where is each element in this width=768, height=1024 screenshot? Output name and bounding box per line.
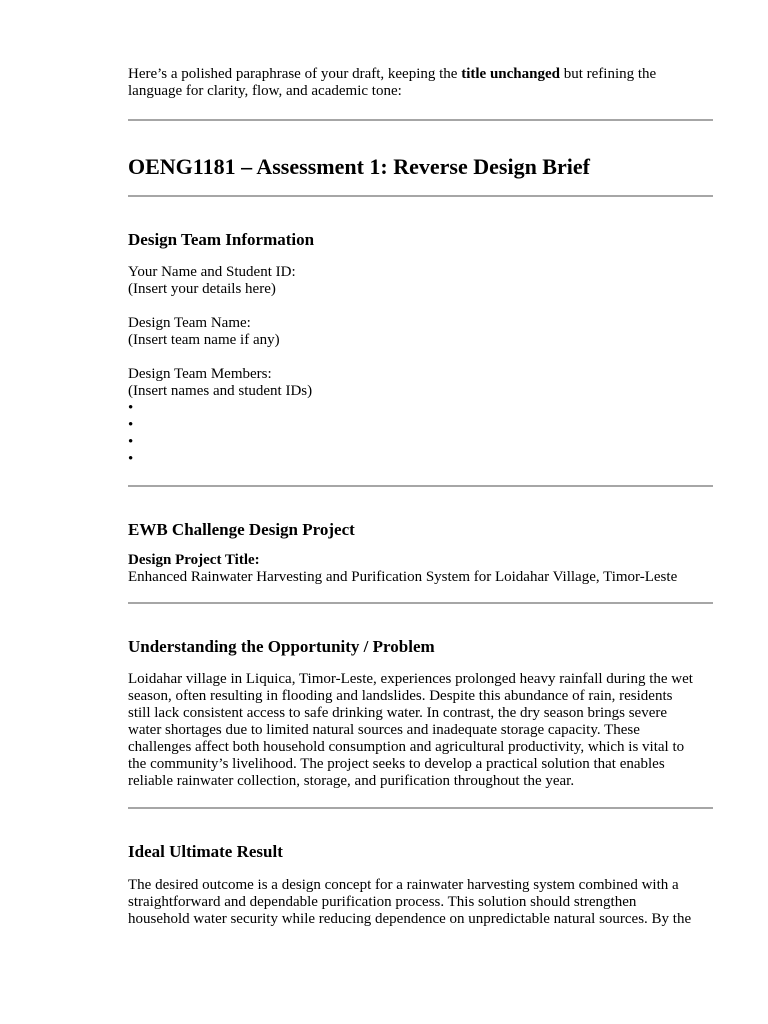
paragraph-line: season, often resulting in flooding and landslides. Despite this abundance of rain, residents: [128, 688, 673, 704]
project-title-label: Design Project Title:: [128, 552, 260, 568]
paragraph-line: straightforward and dependable purification process. This solution should strengthen: [128, 894, 637, 910]
paragraph-line: still lack consistent access to safe drinking water. In contrast, the dry season brings severe: [128, 705, 668, 721]
members-hint: (Insert names and student IDs): [128, 383, 313, 399]
divider: [128, 195, 713, 197]
paragraph-line: reliable rainwater collection, storage, and purification throughout the year.: [128, 773, 575, 789]
intro-text-after: but refining the language for clarity, flow, and academic tone:: [128, 66, 657, 99]
paragraph-line: The desired outcome is a design concept for a rainwater harvesting system combined with a: [128, 877, 679, 893]
ideal-result-heading: Ideal Ultimate Result: [128, 842, 283, 861]
paragraph-line: the community’s livelihood. The project seeks to develop a practical solution that enables: [128, 756, 665, 772]
divider: [128, 119, 713, 121]
intro-paragraph: [128, 66, 713, 100]
paragraph-line: household water security while reducing dependence on unpredictable natural sources. By the: [128, 911, 692, 927]
intro-bold-phrase: title unchanged: [461, 66, 560, 82]
list-item: •: [128, 451, 134, 467]
ideal-result-paragraph: [128, 877, 713, 928]
opportunity-paragraph: [128, 671, 713, 790]
list-item: •: [128, 400, 134, 416]
name-label: Your Name and Student ID:: [128, 264, 296, 280]
divider: [128, 485, 713, 487]
members-list: [128, 400, 713, 468]
paragraph-line: challenges affect both household consumption and agricultural productivity, which is vital to: [128, 739, 685, 755]
team-info-heading: Design Team Information: [128, 230, 315, 249]
paragraph-line: Loidahar village in Liquica, Timor-Leste, experiences prolonged heavy rainfall during the wet: [128, 671, 693, 687]
members-label: Design Team Members:: [128, 366, 272, 382]
document-title: OENG1181 – Assessment 1: Reverse Design Brief: [128, 154, 590, 179]
document-page: [128, 66, 713, 928]
paragraph-line: water shortages due to limited natural sources and inadequate storage capacity. These: [128, 722, 640, 738]
ewb-heading: EWB Challenge Design Project: [128, 520, 355, 539]
name-hint: (Insert your details here): [128, 281, 276, 297]
opportunity-heading: Understanding the Opportunity / Problem: [128, 637, 435, 656]
team-name-label: Design Team Name:: [128, 315, 251, 331]
divider: [128, 602, 713, 604]
project-title: Enhanced Rainwater Harvesting and Purification System for Loidahar Village, Timor-Leste: [128, 569, 678, 585]
team-name-hint: (Insert team name if any): [128, 332, 280, 348]
divider: [128, 807, 713, 809]
list-item: •: [128, 417, 134, 433]
intro-text-before: Here’s a polished paraphrase of your draft, keeping the: [128, 66, 462, 82]
list-item: •: [128, 434, 134, 450]
